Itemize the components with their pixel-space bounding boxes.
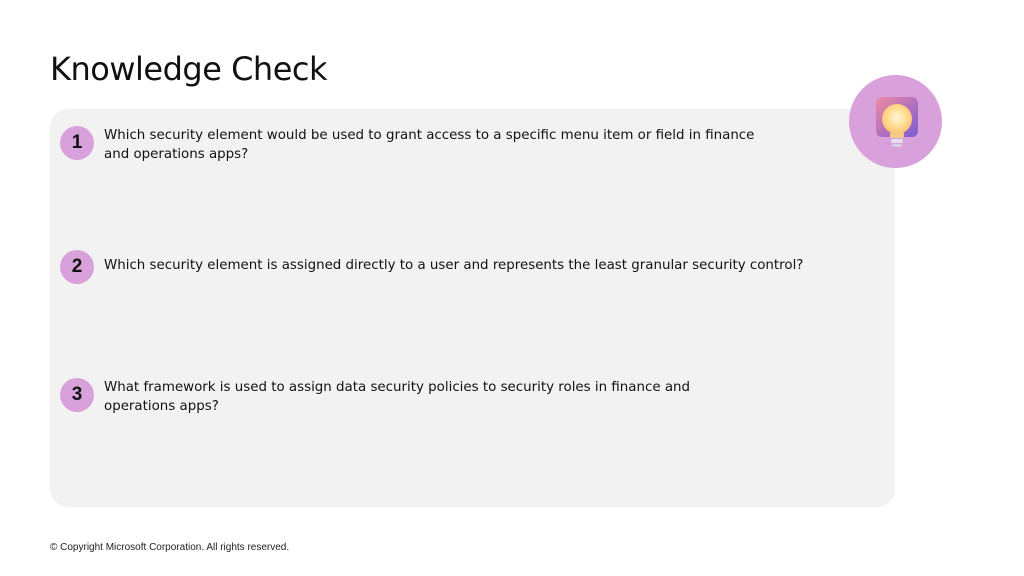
lightbulb-icon <box>871 95 921 151</box>
question-number-badge: 1 <box>60 126 94 160</box>
question-text: Which security element would be used to grant access to a specific menu item or field in finance and operations apps? <box>104 128 755 162</box>
lightbulb-badge <box>849 75 942 168</box>
question-text: What framework is used to assign data security policies to security roles in finance and operations apps? <box>104 380 691 414</box>
page-title: Knowledge Check <box>50 50 328 88</box>
questions-card <box>50 109 895 507</box>
copyright-footer: © Copyright Microsoft Corporation. All rights reserved. <box>50 542 290 553</box>
question-number-badge: 3 <box>60 378 94 412</box>
question-text: Which security element is assigned directly to a user and represents the least granular security control? <box>104 258 804 273</box>
question-number-badge: 2 <box>60 250 94 284</box>
